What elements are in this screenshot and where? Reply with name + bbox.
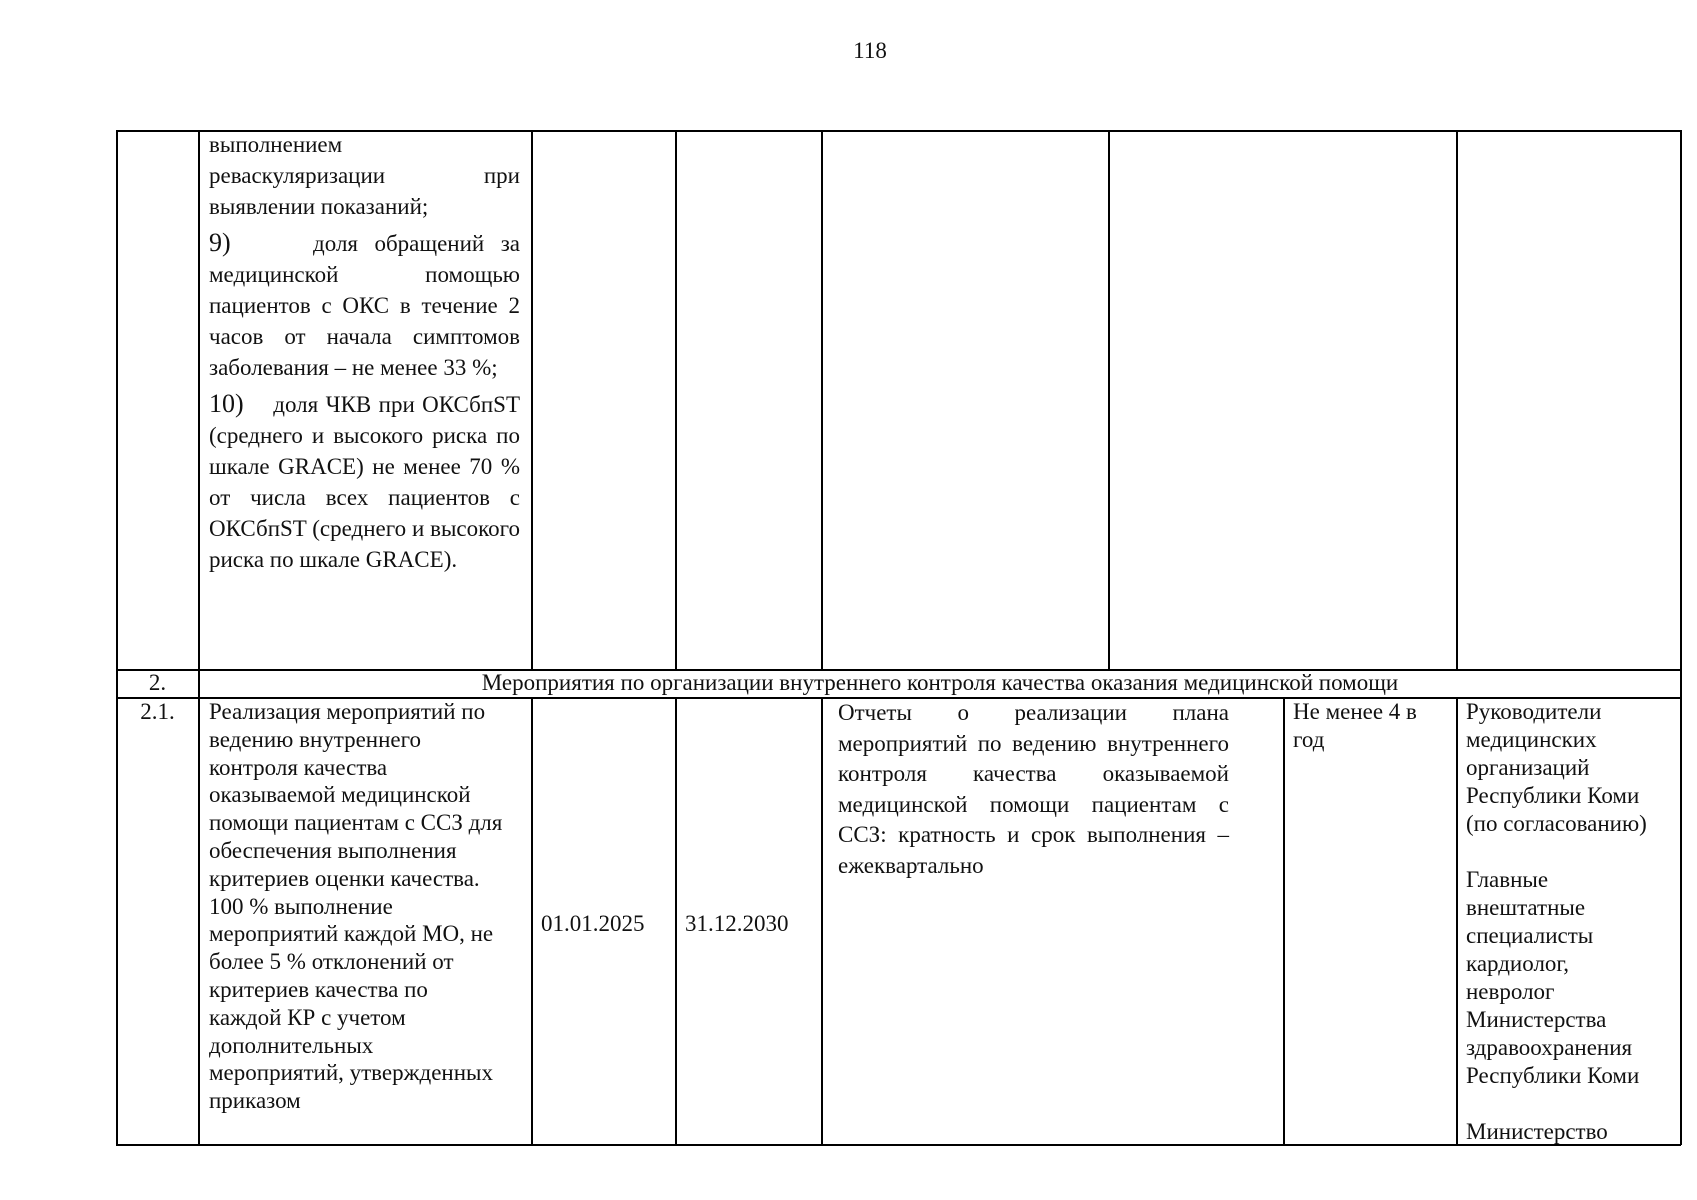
row-result: Отчеты о реализации плана мероприятий по ведению внутреннего контроля качества оказываемой медицинской помощи пациентам с ССЗ: кратность и срок выполнения – ежеквартально: [838, 700, 1229, 878]
end-date: 31.12.2030: [685, 911, 789, 936]
start-date: 01.01.2025: [541, 911, 645, 936]
row-number: 2.1.: [140, 699, 175, 724]
section-number: 2.: [148, 670, 167, 695]
row-indicator: Не менее 4 в год: [1293, 699, 1417, 752]
section-title: Мероприятия по организации внутреннего контроля качества оказания медицинской помощи: [481, 670, 1399, 695]
continuation-paragraph-10: 10) доля ЧКВ при ОКСбпST (среднего и высокого риска по шкале GRACE) не менее 70 % от числа всех пациентов с ОКСбпST (среднего и высокого риска по шкале GRACE).: [209, 389, 521, 572]
continuation-paragraph-9: 9) доля обращений за медицинской помощью пациентов с ОКС в течение 2 часов от начала симптомов заболевания – не менее 33 %;: [209, 228, 520, 380]
row-description: Реализация мероприятий по ведению внутреннего контроля качества оказываемой медицинской помощи пациентам с ССЗ для обеспечения выполнения критериев оценки качества. 100 % выполнение мероприятий каждой МО, не более 5 % отклонений от критериев качества по каждой КР с учетом дополнительных мероприятий, утвержденных приказом: [209, 699, 503, 1114]
row-responsible: Руководители медицинских организаций Республики Коми (по согласованию) Главные внештатные специалисты кардиолог, невролог Министерства здравоохранения Республики Коми Министерство: [1466, 699, 1647, 1144]
continuation-paragraph-8: выполнением реваскуляризации при выявлении показаний;: [209, 132, 520, 219]
page-number: 118: [853, 38, 887, 63]
continuation-cell: [209, 129, 520, 580]
